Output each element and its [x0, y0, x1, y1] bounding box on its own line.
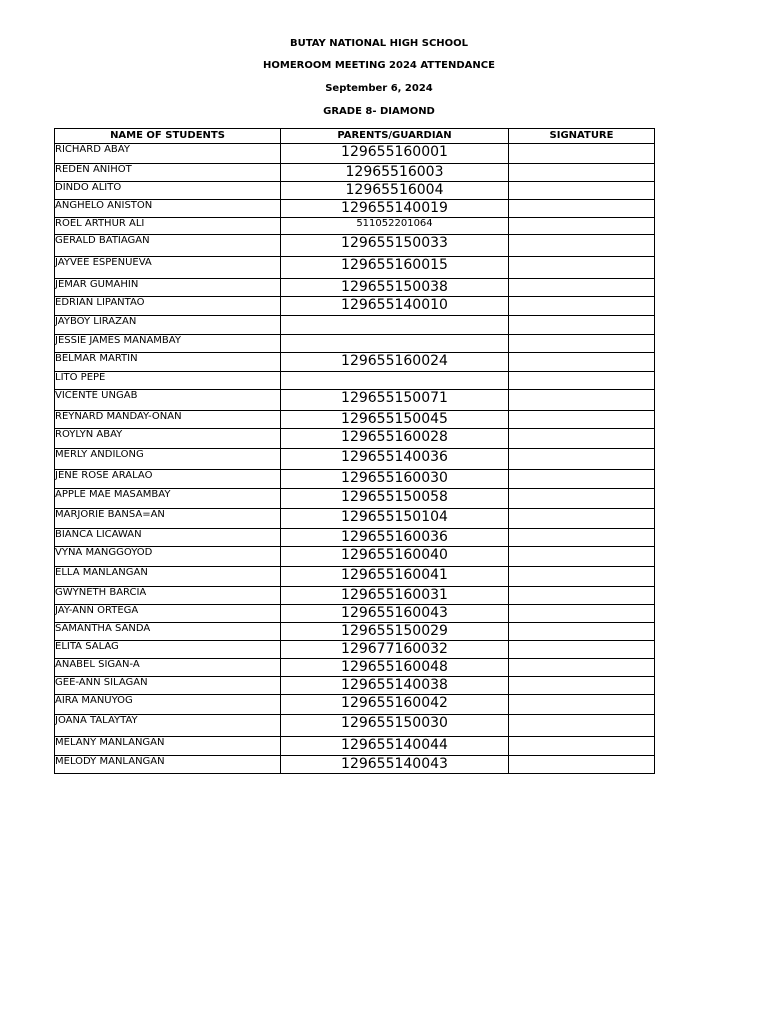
table-row: [55, 605, 655, 623]
student-name-cell: SAMANTHA SANDA: [55, 623, 281, 641]
student-name-cell: MARJORIE BANSA=AN: [55, 509, 281, 529]
signature-cell: [509, 470, 655, 489]
student-name-cell: JAYVEE ESPENUEVA: [55, 257, 281, 279]
table-row: [55, 470, 655, 489]
signature-cell: [509, 316, 655, 335]
table-row: [55, 390, 655, 411]
table-row: [55, 235, 655, 257]
parent-guardian-cell: 129655160024: [281, 353, 509, 372]
signature-cell: [509, 257, 655, 279]
parent-guardian-cell: 129655140036: [281, 449, 509, 470]
signature-cell: [509, 429, 655, 449]
table-row: [55, 429, 655, 449]
student-name-cell: ANABEL SIGAN-A: [55, 659, 281, 677]
student-name-cell: ROYLYN ABAY: [55, 429, 281, 449]
parent-guardian-cell: 129677160032: [281, 641, 509, 659]
table-row: [55, 695, 655, 715]
parent-guardian-cell: 129655150104: [281, 509, 509, 529]
table-row: [55, 659, 655, 677]
table-row: [55, 164, 655, 182]
student-name-cell: JENE ROSE ARALAO: [55, 470, 281, 489]
signature-cell: [509, 200, 655, 218]
attendance-table: [54, 128, 655, 774]
table-row: [55, 547, 655, 567]
student-name-cell: LITO PEPE: [55, 372, 281, 390]
student-name-cell: VYNA MANGGOYOD: [55, 547, 281, 567]
parent-guardian-cell: 129655140043: [281, 756, 509, 774]
signature-cell: [509, 659, 655, 677]
signature-cell: [509, 567, 655, 587]
table-row: [55, 218, 655, 235]
student-name-cell: ROEL ARTHUR ALI: [55, 218, 281, 235]
signature-cell: [509, 547, 655, 567]
signature-cell: [509, 335, 655, 353]
signature-cell: [509, 509, 655, 529]
grade-section: GRADE 8- DIAMOND: [323, 106, 435, 117]
signature-cell: [509, 677, 655, 695]
table-row: [55, 715, 655, 737]
table-row: [55, 353, 655, 372]
attendance-rows: [55, 144, 655, 774]
student-name-cell: GERALD BATIAGAN: [55, 235, 281, 257]
table-row: [55, 144, 655, 164]
student-name-cell: MERLY ANDILONG: [55, 449, 281, 470]
table-row: [55, 489, 655, 509]
parent-guardian-cell: 129655140044: [281, 737, 509, 756]
student-name-cell: BIANCA LICAWAN: [55, 529, 281, 547]
student-name-cell: REDEN ANIHOT: [55, 164, 281, 182]
parent-guardian-cell: 129655140038: [281, 677, 509, 695]
table-row: [55, 509, 655, 529]
parent-guardian-cell: 129655150030: [281, 715, 509, 737]
column-header-parent: PARENTS/GUARDIAN: [281, 129, 509, 144]
student-name-cell: MELANY MANLANGAN: [55, 737, 281, 756]
signature-cell: [509, 218, 655, 235]
parent-guardian-cell: 129655140010: [281, 297, 509, 316]
parent-guardian-cell: 129655150038: [281, 279, 509, 297]
signature-cell: [509, 529, 655, 547]
school-name: BUTAY NATIONAL HIGH SCHOOL: [289, 38, 469, 49]
student-name-cell: DINDO ALITO: [55, 182, 281, 200]
signature-cell: [509, 641, 655, 659]
column-header-name: NAME OF STUDENTS: [55, 129, 281, 144]
student-name-cell: VICENTE UNGAB: [55, 390, 281, 411]
table-row: [55, 257, 655, 279]
signature-cell: [509, 411, 655, 429]
parent-guardian-cell: [281, 372, 509, 390]
signature-cell: [509, 587, 655, 605]
signature-cell: [509, 372, 655, 390]
parent-guardian-cell: 129655160015: [281, 257, 509, 279]
parent-guardian-cell: 129655160031: [281, 587, 509, 605]
signature-cell: [509, 449, 655, 470]
student-name-cell: ANGHELO ANISTON: [55, 200, 281, 218]
parent-guardian-cell: 129655160036: [281, 529, 509, 547]
table-row: [55, 587, 655, 605]
student-name-cell: ELITA SALAG: [55, 641, 281, 659]
signature-cell: [509, 695, 655, 715]
student-name-cell: JOANA TALAYTAY: [55, 715, 281, 737]
student-name-cell: RICHARD ABAY: [55, 144, 281, 164]
column-header-signature: SIGNATURE: [509, 129, 655, 144]
signature-cell: [509, 623, 655, 641]
parent-guardian-cell: 129655150058: [281, 489, 509, 509]
parent-guardian-cell: 12965516003: [281, 164, 509, 182]
signature-cell: [509, 353, 655, 372]
document-title: HOMEROOM MEETING 2024 ATTENDANCE: [263, 60, 495, 71]
parent-guardian-cell: 129655160001: [281, 144, 509, 164]
table-row: [55, 372, 655, 390]
student-name-cell: GEE-ANN SILAGAN: [55, 677, 281, 695]
table-row: [55, 316, 655, 335]
student-name-cell: GWYNETH BARCIA: [55, 587, 281, 605]
signature-cell: [509, 605, 655, 623]
parent-guardian-cell: 129655140019: [281, 200, 509, 218]
parent-guardian-cell: 129655160030: [281, 470, 509, 489]
parent-guardian-cell: [281, 335, 509, 353]
parent-guardian-cell: 129655160042: [281, 695, 509, 715]
table-row: [55, 449, 655, 470]
student-name-cell: REYNARD MANDAY-ONAN: [55, 411, 281, 429]
table-row: [55, 677, 655, 695]
table-row: [55, 335, 655, 353]
student-name-cell: JESSIE JAMES MANAMBAY: [55, 335, 281, 353]
student-name-cell: JEMAR GUMAHIN: [55, 279, 281, 297]
parent-guardian-cell: 129655160041: [281, 567, 509, 587]
signature-cell: [509, 279, 655, 297]
table-row: [55, 279, 655, 297]
parent-guardian-cell: 129655150045: [281, 411, 509, 429]
signature-cell: [509, 715, 655, 737]
student-name-cell: APPLE MAE MASAMBAY: [55, 489, 281, 509]
signature-cell: [509, 737, 655, 756]
parent-guardian-cell: 129655150033: [281, 235, 509, 257]
signature-cell: [509, 390, 655, 411]
parent-guardian-cell: 12965516004: [281, 182, 509, 200]
parent-guardian-cell: [281, 316, 509, 335]
parent-guardian-cell: 129655160040: [281, 547, 509, 567]
student-name-cell: JAYBOY LIRAZAN: [55, 316, 281, 335]
table-row: [55, 411, 655, 429]
parent-guardian-cell: 129655160048: [281, 659, 509, 677]
table-row: [55, 182, 655, 200]
parent-guardian-cell: 511052201064: [281, 218, 509, 235]
parent-guardian-cell: 129655160043: [281, 605, 509, 623]
meeting-date: September 6, 2024: [325, 83, 433, 94]
signature-cell: [509, 144, 655, 164]
table-header-row: [55, 129, 655, 144]
table-row: [55, 200, 655, 218]
student-name-cell: BELMAR MARTIN: [55, 353, 281, 372]
table-row: [55, 756, 655, 774]
table-row: [55, 567, 655, 587]
table-row: [55, 297, 655, 316]
table-row: [55, 529, 655, 547]
table-row: [55, 737, 655, 756]
parent-guardian-cell: 129655150071: [281, 390, 509, 411]
student-name-cell: AIRA MANUYOG: [55, 695, 281, 715]
student-name-cell: EDRIAN LIPANTAO: [55, 297, 281, 316]
parent-guardian-cell: 129655160028: [281, 429, 509, 449]
signature-cell: [509, 182, 655, 200]
parent-guardian-cell: 129655150029: [281, 623, 509, 641]
signature-cell: [509, 297, 655, 316]
student-name-cell: JAY-ANN ORTEGA: [55, 605, 281, 623]
signature-cell: [509, 489, 655, 509]
table-row: [55, 641, 655, 659]
student-name-cell: MELODY MANLANGAN: [55, 756, 281, 774]
signature-cell: [509, 756, 655, 774]
student-name-cell: ELLA MANLANGAN: [55, 567, 281, 587]
signature-cell: [509, 235, 655, 257]
signature-cell: [509, 164, 655, 182]
table-row: [55, 623, 655, 641]
